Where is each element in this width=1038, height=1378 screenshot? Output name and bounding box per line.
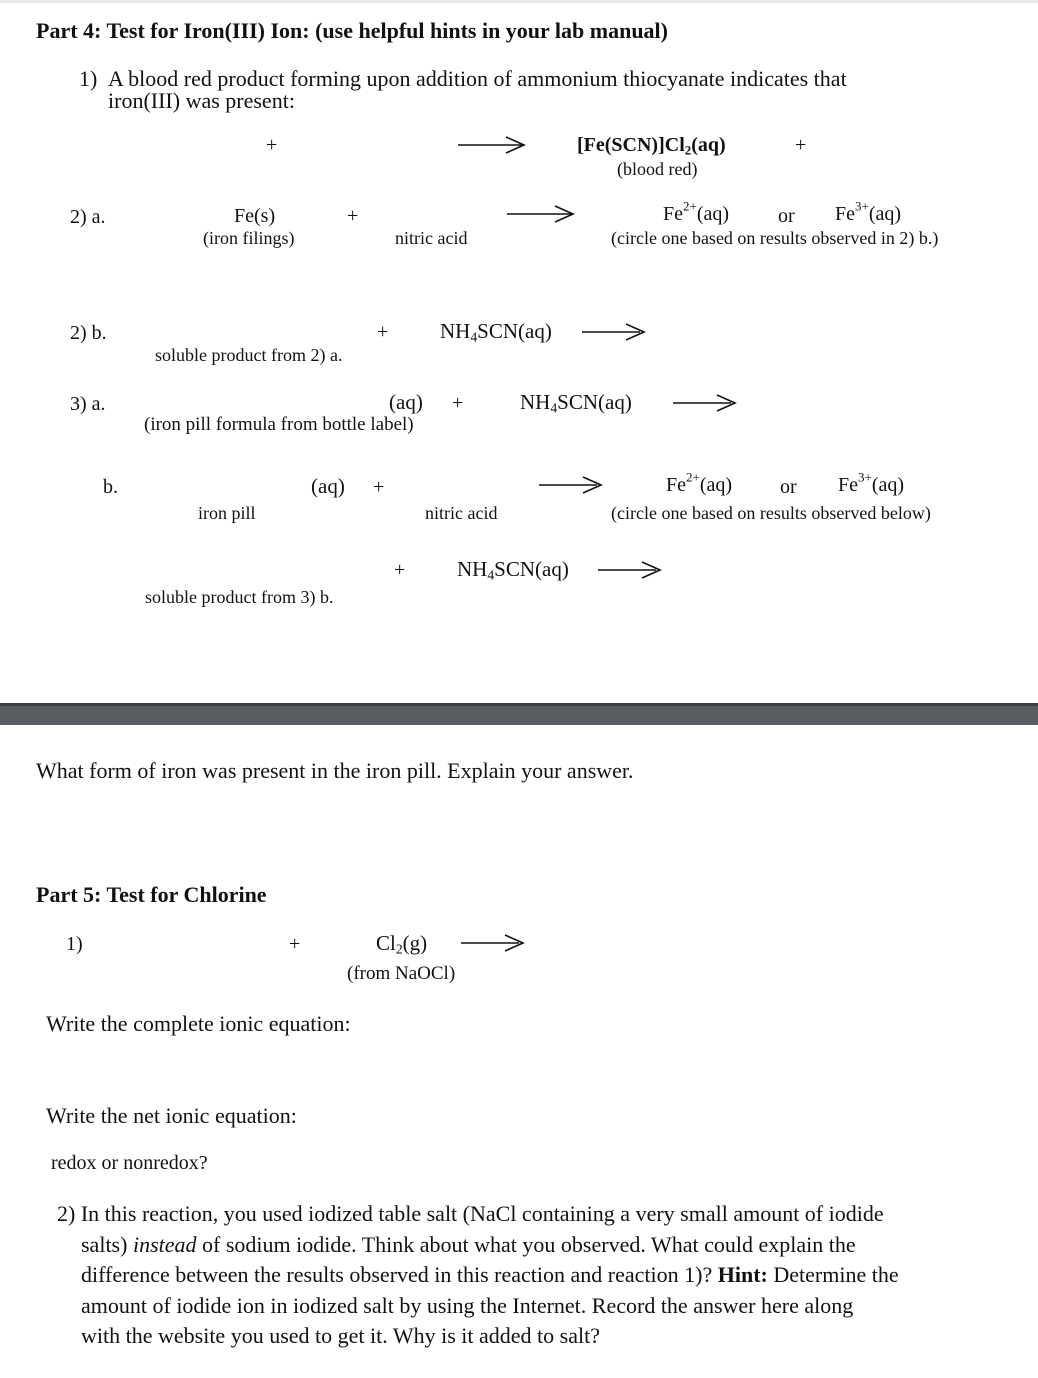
- q1-number: 1): [79, 66, 98, 91]
- q3b-label: b.: [103, 476, 118, 498]
- p5-q1-chlorine: $Cl_2(g)$: [376, 931, 428, 957]
- q2b-note: soluble product from 2) a.: [155, 345, 343, 365]
- p5-q2-line2: salts) instead of sodium iodide. Think about what you observed. What could explain the: [81, 1231, 856, 1257]
- q2a-reactant-note: (iron filings): [203, 228, 295, 248]
- p5-q2-line5: with the website you used to get it. Why is it added to salt?: [81, 1323, 600, 1348]
- q3a-reagent: $NH_4SCN(aq)$: [520, 390, 632, 416]
- top-edge: [0, 0, 1038, 3]
- q1-text-line2: iron(III) was present:: [108, 88, 295, 113]
- q3c-arrow: [598, 560, 668, 580]
- q3b-fe3-option[interactable]: $Fe^{3+}(aq)$: [838, 469, 905, 496]
- q2a-arrow: [507, 204, 577, 224]
- q2a-fe2-option[interactable]: $Fe^{2+}(aq)$: [663, 198, 730, 225]
- p5-q1-number: 1): [66, 933, 83, 955]
- p5-q1-plus: +: [289, 933, 301, 955]
- q3a-arrow: [673, 393, 743, 413]
- p5-q2-line1: 2) In this reaction, you used iodized table salt (NaCl containing a very small amount of iodide: [57, 1201, 884, 1226]
- p5-q1-chlorine-note: (from NaOCl): [347, 963, 456, 984]
- q2a-reactant: Fe(s): [234, 205, 276, 227]
- q3b-plus: +: [373, 476, 385, 498]
- p5-q1-arrow: [461, 933, 531, 953]
- q2a-note: (circle one based on results observed in 2) b.): [611, 228, 939, 248]
- q3a-note: (iron pill formula from bottle label): [144, 414, 414, 435]
- q1-plus-2: +: [795, 134, 807, 156]
- q3b-fe2-option[interactable]: $Fe^{2+}(aq)$: [666, 469, 733, 496]
- q1-product-note: (blood red): [617, 159, 698, 179]
- q3a-label: 3) a.: [70, 393, 106, 415]
- q2a-acid: nitric acid: [395, 228, 468, 248]
- q3a-aq: (aq): [389, 390, 423, 414]
- q3b-aq: (aq): [311, 474, 345, 498]
- q3b-note: (circle one based on results observed below): [611, 503, 931, 523]
- p5-q2-paragraph: [57, 1199, 987, 1352]
- q3c-reagent: $NH_4SCN(aq)$: [457, 557, 569, 583]
- p5-q2-line4: amount of iodide ion in iodized salt by using the Internet. Record the answer here along: [81, 1292, 854, 1318]
- part5-title: Part 5: Test for Chlorine: [36, 882, 267, 907]
- q2a-or: or: [778, 205, 795, 227]
- part4-title: Part 4: Test for Iron(III) Ion: (use helpful hints in your lab manual): [36, 18, 668, 43]
- net-ionic-prompt: Write the net ionic equation:: [46, 1103, 297, 1128]
- q2b-plus: +: [377, 321, 389, 343]
- q3c-plus: +: [394, 559, 406, 581]
- q3b-arrow: [539, 475, 609, 495]
- q2b-reagent: $NH_4SCN(aq)$: [440, 319, 552, 345]
- iron-form-question: What form of iron was present in the iron pill. Explain your answer.: [36, 758, 634, 783]
- q2b-arrow: [582, 322, 652, 342]
- q3c-note: soluble product from 3) b.: [145, 587, 334, 607]
- q3b-or: or: [780, 476, 797, 498]
- p5-q2-line3: difference between the results observed in this reaction and reaction 1)? Hint: Determine the: [81, 1262, 899, 1287]
- q1-plus: +: [266, 134, 278, 156]
- q1-arrow: [458, 135, 528, 155]
- complete-ionic-prompt: Write the complete ionic equation:: [46, 1011, 351, 1036]
- redox-prompt: redox or nonredox?: [51, 1152, 208, 1174]
- q1-product: $[Fe(SCN)]Cl_2(aq)$: [577, 134, 726, 158]
- q3b-acid: nitric acid: [425, 503, 498, 523]
- q2a-plus: +: [347, 205, 359, 227]
- q2a-label: 2) a.: [70, 206, 106, 228]
- q3a-plus: +: [452, 392, 464, 414]
- q1-text-line1: A blood red product forming upon addition of ammonium thiocyanate indicates that: [108, 66, 847, 91]
- q2b-label: 2) b.: [70, 322, 107, 344]
- q2a-fe3-option[interactable]: $Fe^{3+}(aq)$: [835, 198, 902, 225]
- q3b-pill: iron pill: [198, 503, 256, 523]
- page-divider: [0, 703, 1038, 725]
